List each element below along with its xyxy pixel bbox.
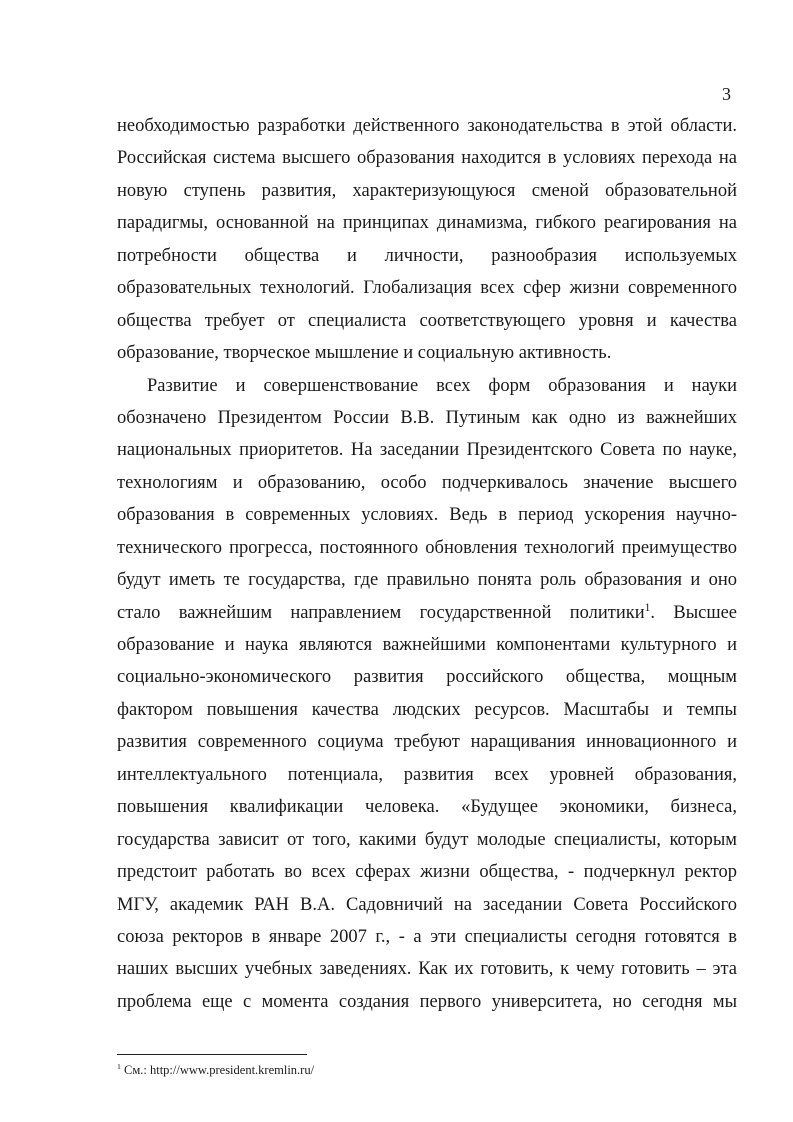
text-line: национальных приоритетов. На заседании Президентского Совета по науке, — [117, 440, 737, 461]
page-number: 3 — [722, 84, 731, 104]
text-line: предстоит работать во всех сферах жизни общества, - подчеркнул ректор — [117, 862, 737, 883]
text-line: наших высших учебных заведениях. Как их готовить, к чему готовить – эта — [117, 959, 737, 980]
text-line: Развитие и совершенствование всех форм образования и науки — [147, 375, 737, 396]
text-line: фактором повышения качества людских ресурсов. Масштабы и темпы — [117, 699, 737, 720]
footnote-text: См.: http://www.president.kremlin.ru/ — [120, 1063, 315, 1077]
text-line: союза ректоров в январе 2007 г., - а эти специалисты сегодня готовятся в — [117, 926, 737, 947]
text-line: образование, творческое мышление и социальную активность. — [117, 343, 612, 364]
text-line: общества требует от специалиста соответствующего уровня и качества — [117, 310, 737, 331]
text-line: социально-экономического развития российского общества, мощным — [117, 667, 737, 688]
text-line: потребности общества и личности, разнообразия используемых — [117, 245, 737, 266]
footnote-reference: 1 — [644, 601, 651, 614]
text-line: МГУ, академик РАН В.А. Садовничий на заседании Совета Российского — [117, 894, 737, 915]
body-text — [117, 110, 737, 1018]
text-line: интеллектуального потенциала, развития всех уровней образования, — [117, 764, 737, 785]
text-line: образовательных технологий. Глобализация всех сфер жизни современного — [117, 278, 737, 299]
text-line: образование и наука являются важнейшими компонентами культурного и — [117, 635, 737, 655]
text-line: технического прогресса, постоянного обновления технологий преимущество — [117, 537, 737, 558]
text-line: парадигмы, основанной на принципах динамизма, гибкого реагирования на — [117, 213, 737, 234]
text-line: обозначено Президентом России В.В. Путиным как одно из важнейших — [117, 407, 737, 428]
text-line: образования в современных условиях. Ведь в период ускорения научно- — [117, 505, 737, 526]
text-line: необходимостью разработки действенного законодательства в этой области. — [117, 116, 737, 136]
footnote-divider — [117, 1054, 307, 1055]
text-line: новую ступень развития, характеризующуюся сменой образовательной — [117, 180, 737, 201]
text-line: технологиям и образованию, особо подчеркивалось значение высшего — [117, 472, 737, 493]
text-line-with-footnote-ref — [117, 597, 737, 629]
text-line: повышения квалификации человека. «Будущее экономики, бизнеса, — [117, 797, 737, 818]
text-line-tail: . Высшее — [650, 602, 738, 623]
text-line: государства зависит от того, какими будут молодые специалисты, которым — [117, 829, 737, 850]
footnote — [117, 1063, 314, 1078]
footnote-marker: 1 — [117, 1061, 121, 1071]
text-line-main: стало важнейшим направлением государственной политики — [117, 602, 645, 623]
text-line: будут иметь те государства, где правильно понята роль образования и оно — [117, 570, 737, 591]
text-line: проблема еще с момента создания первого университета, но сегодня мы — [117, 991, 737, 1012]
text-line: развития современного социума требуют наращивания инновационного и — [117, 732, 737, 753]
text-line: Российская система высшего образования находится в условиях перехода на — [117, 148, 737, 169]
